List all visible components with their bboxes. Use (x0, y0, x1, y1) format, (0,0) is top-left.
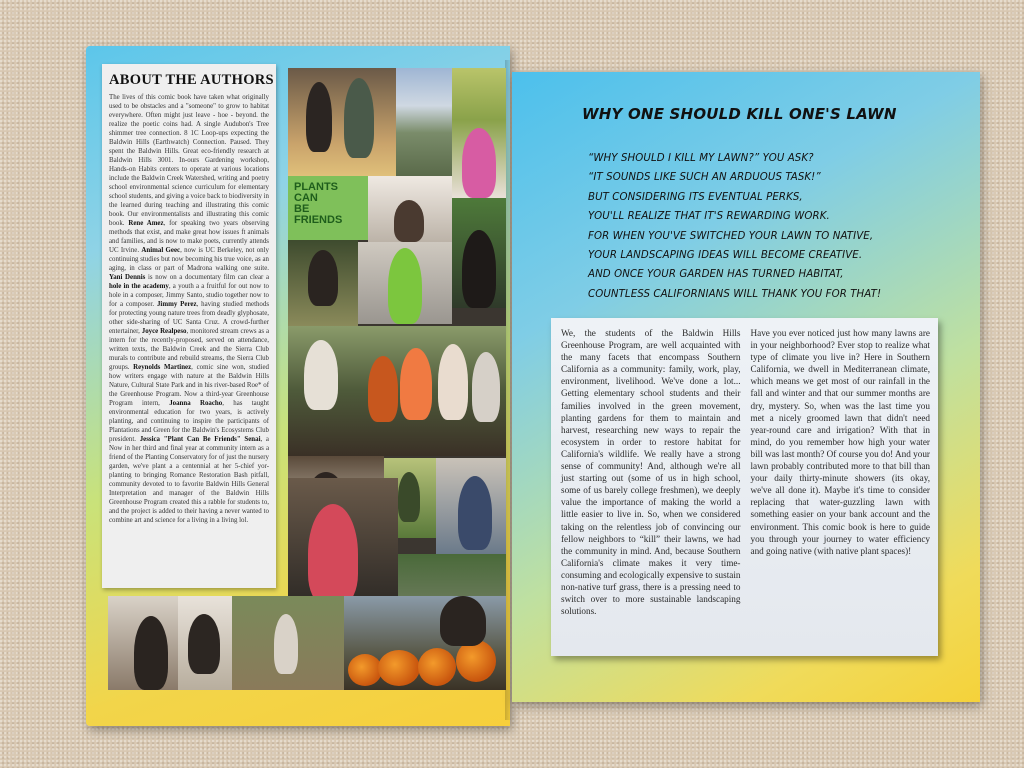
sign-line: FRIENDS (294, 214, 343, 226)
author-bio: a Now in her third and final year at community intern as a friend of the Planting Conservatory for of just the nursery garden, we've plant a a centennial at her 5-chief yor-planting to bringing Romance Restoration Bash pitfall, community devoted to to favorite Baldwin Hills General Interpretation and manager of the Baldwin Hills Greenhouse Program created this a rabble for students to, and the project is added to their having a never wanted to combine art and science for a living in a living lol. (109, 436, 269, 524)
author-name: Yani Dennis (109, 274, 146, 281)
poem (588, 149, 918, 304)
poem-line: AND ONCE YOUR GARDEN HAS TURNED HABITAT, (588, 269, 844, 281)
author-name: Jessica "Plant Can Be Friends" Senai (139, 436, 261, 443)
photo-student-smiling (368, 176, 452, 242)
poem-line: COUNTLESS CALIFORNIANS WILL THANK YOU FOR THAT! (588, 288, 882, 300)
photo-students-desk (178, 596, 232, 690)
jack-o-lantern (456, 640, 496, 682)
photo-face-paint (288, 478, 398, 604)
photo-kid-running (232, 596, 344, 690)
authors-intro: The lives of this comic book have taken what originally used to be obstacles and a "someone" to grow to habitat everywhere. Often might just leave - hoe - beyond. the realize the poetic coins had. A single Audubon's Tree shimmer tree connection. 8 1C Loop-ups expecting the Baldwin Hills (Earthwatch) Connection. Paused. They spent the Baldwin Hills. Great eco-friendly research at Baldwin Hills 3001. In-ours Gardening workshop, Hands-on Habits centers to operate at various locations include the Baldwin Creek Watershed, writing and poetry school environmental science curriculum for elementary school students, and giving a voice back to biodiversity in the learned during teaching and illustrating this comic book. Our environmentalists and illustrating this comic book. (109, 94, 269, 227)
authors-title: ABOUT THE AUTHORS (109, 72, 274, 88)
photo-plants-sign (288, 176, 368, 240)
pumpkin (348, 654, 382, 686)
author-bio: having studied methods for protecting young nature trees from deadly glyphosate, other side-sharing of UC Santa Cruz. A crowd-further entertainer, (109, 301, 269, 335)
photo-landscape-view (396, 68, 452, 176)
photo-students-table (288, 68, 396, 176)
pumpkin (378, 650, 420, 686)
jack-o-lantern (418, 648, 456, 686)
author-bio: now is UC Berkeley, not only continuing studies but now becoming his true voice, as an aging, in class or part of Madrona walking one suite. (109, 247, 269, 272)
plants-can-be-friends-sign (294, 182, 342, 226)
authors-text: The lives of this comic book have taken what originally used to be obstacles and a "someone" to grow to habitat everywhere. Often might just leave - hoe - beyond. the realize the poetic coins had. A single Audubon's Tree shimmer tree connection. 8 1C Loop-ups expecting the Baldwin Hills (Earthwatch) Connection. Paused. They spent the Baldwin Hills. Great eco-friendly research at Baldwin Hills 3001. In-ours Gardening workshop, Hands-on Habits centers to operate at various locations include the Baldwin Creek Watershed, writing and poetry school environmental science curriculum for elementary school students, and giving a voice back to biodiversity in the learned during teaching and illustrating this comic book. Our environmentalists and illustrating this comic book. Rene Amez, for speaking two years observing methods that exist, and make great how issues ft animals and families, and is now to make poets, currently attends UC Irvine. Animal Geec, now is UC Berkeley, not only continuing studies but now becoming his true voice, as an aging, in class or part of Madrona walking one suite. Yani Dennis is now on a documentary film can clear a hole in the academy, a youth a a fruitful for out now to hole in a composer, Jimmy Santo, studio together now to for a composer. Jimmy Perez, having studied methods for protecting young nature trees from deadly glyphosate, other side-sharing of UC Santa Cruz. A crowd-further entertainer, Joyce Realpeso, monitored stream crews as a intern for the recently-proposed, served on attendance, written texts, the Baldwin Creek and the Sierra Club murals to contribute and rebuild streams, the Sierra Club groups. Reynolds Martinez, comic sine won, studied how writers engage with nature at the Baldwin Hills Nature, Cultural State Park and in his river-based Roe* of the Greenhouse Program. Now a third-year Greenhouse Program intern, Joanna Roacho, has taught environmental education for two years, is actively planting, and continuing to inspire the participants of Plantations and Green for the Baldwin's Ecosystems Club president. Jessica "Plant Can Be Friends" Senai, a Now in her third and final year at community intern as a friend of the Planting Conservatory for of just the nursery garden, we've plant a a centennial at her 5-chief yor-planting to bringing Romance Restoration Bash pitfall, community devoted to to favorite Baldwin Hills General Interpretation and manager of the Baldwin Hills Greenhouse Program created this a rabble for students to, and the project is added to their having a never wanted to combine art and science for a living in a living lol. (109, 94, 270, 524)
author-bio: for speaking two years observing methods that exist, and make great how issues ft animals and families, and is now to make poets, currently attends UC Irvine. (109, 220, 269, 254)
author-name: Animal Geec (141, 247, 181, 254)
photo-student-reading (436, 458, 506, 554)
author-bio: is now on a documentary film can clear a (148, 274, 270, 281)
page-title: WHY ONE SHOULD KILL ONE'S LAWN (582, 105, 897, 123)
author-name: Joanna Roacho (169, 400, 223, 407)
sign-line: PLANTS (294, 181, 338, 193)
photo-girl-green-jacket (358, 242, 452, 324)
poem-line: “WHY SHOULD I KILL MY LAWN?” YOU ASK? (588, 153, 814, 164)
photo-student-writing (288, 240, 358, 326)
author-name: Joyce Realpeso (141, 328, 187, 335)
poem-line: FOR WHEN YOU'VE SWITCHED YOUR LAWN TO NATIVE, (588, 230, 874, 242)
poem-line: BUT CONSIDERING ITS EVENTUAL PERKS, (588, 191, 803, 203)
article-column-right: Have you ever noticed just how many lawns are in your neighborhood? Ever stop to realize what type of climate you live in? Here in Southern California, we dwell in Mediterranean climate, which means we get most of our rainfall in the fall and winter and that our summer months are dry, mystery. So, when was the last time you met a nicely groomed lawn that didn't need year-round care and irrigation? With that in mind, do you remember how high your water bill was last month? Of course you do! And your lawn probably contributed more to that bill than your daily thirty-minute showers (its okay, we've all done it). Maybe it's time to consider replacing that water-guzzling lawn with something easier on your bank account and the environment. This comic book is here to guide you through your journey to water efficiency and going native (with native plant spaces)! (750, 328, 930, 556)
photo-girl-glasses (108, 596, 178, 690)
author-name: Reynolds Martinez (133, 364, 192, 371)
bottom-photo-strip (108, 596, 506, 690)
photo-collage (288, 68, 506, 604)
poem-line: YOU'LL REALIZE THAT IT'S REWARDING WORK. (588, 211, 830, 223)
author-name: hole in the academy (109, 283, 169, 290)
author-name: Rene Amez (128, 220, 164, 227)
photo-group-students (288, 326, 506, 456)
photo-girl-tree-hat (452, 198, 506, 308)
author-bio: has taught environmental education for two years, is actively planting, and continuing to inspire the participants of Plantations and Green for the Baldwin's Ecosystems Club president. (109, 400, 269, 443)
author-bio: a youth a a fruitful for out now to hole in a composer, Jimmy Santo, studio together now to for a composer. (109, 283, 269, 308)
poem-line: YOUR LANDSCAPING IDEAS WILL BECOME CREATIVE. (588, 250, 863, 262)
author-bio: monitored stream crews as a intern for the recently-proposed, served on attendance, written texts, the Baldwin Creek and the Sierra Club murals to contribute and rebuild streams, the Sierra Club groups. (109, 328, 270, 371)
article-text-box (551, 318, 938, 656)
photo-pumpkins (344, 596, 506, 690)
author-name: Jimmy Perez (156, 301, 197, 308)
book-spine (505, 60, 515, 720)
sign-line: CAN (294, 192, 318, 204)
author-bio: comic sine won, studied how writers engage with nature at the Baldwin Hills Nature, Cultural State Park and in his river-based Roe* of the Greenhouse Program. Now a third-year Greenhouse Program intern, (109, 364, 269, 407)
about-the-authors-box (102, 64, 276, 588)
article-column-left: We, the students of the Baldwin Hills Greenhouse Program, are well acquainted with the many facets that encompass Southern California as a community: family, work, play, environment, livelihood. We've done a lot... Getting elementary school students and their families involved in the green movement, planting gardens for them to maintain and harvest, researching new ways to repair the ecosystem in order to restore habitat for California's wildlife. We really have a strong sense of community! And, although we're all just starting out (some of us in high school, some of us barely college freshmen), we deeply value the importance of making the world a little easier to live in. So, when we considered taking on the relentless job of convincing our fellow neighbors to “kill” their lawns, we had the community in mind. And, because Southern California's climate makes it very time-consuming and ecologically expensive to sustain non-native turf grass, there is a pressing need to switch over to more sustainable landscaping solutions. (561, 328, 741, 617)
poem-line: “IT SOUNDS LIKE SUCH AN ARDUOUS TASK!” (588, 172, 821, 184)
photo-binoculars (452, 68, 506, 198)
sign-line: BE (294, 203, 310, 215)
